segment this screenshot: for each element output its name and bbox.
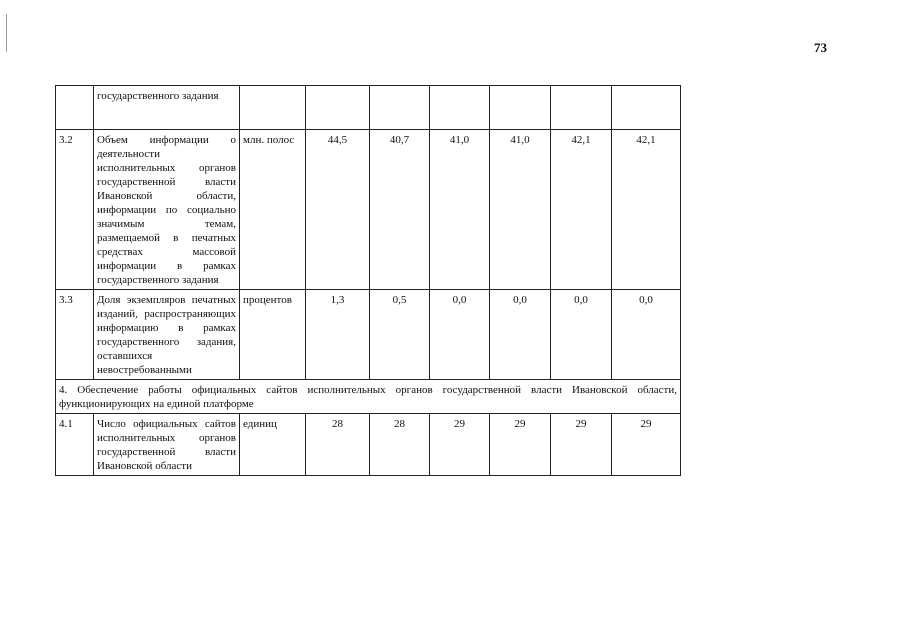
row-number: 4.1 xyxy=(56,414,94,476)
value-cell: 41,0 xyxy=(490,130,551,290)
value-cell: 40,7 xyxy=(370,130,430,290)
value-cell: 29 xyxy=(612,414,681,476)
table-row xyxy=(56,290,681,380)
indicator-name: государственного задания xyxy=(94,86,240,130)
page-number: 73 xyxy=(814,40,827,55)
value-cell xyxy=(430,86,490,130)
value-cell xyxy=(551,86,612,130)
value-cell xyxy=(612,86,681,130)
value-cell xyxy=(490,86,551,130)
value-cell: 28 xyxy=(306,414,370,476)
row-number: 3.3 xyxy=(56,290,94,380)
value-cell: 41,0 xyxy=(430,130,490,290)
value-cell xyxy=(306,86,370,130)
value-cell: 44,5 xyxy=(306,130,370,290)
value-cell: 29 xyxy=(430,414,490,476)
section-row xyxy=(56,380,681,414)
table-row xyxy=(56,86,681,130)
unit-cell xyxy=(240,86,306,130)
value-cell: 42,1 xyxy=(551,130,612,290)
value-cell: 29 xyxy=(490,414,551,476)
value-cell: 0,0 xyxy=(490,290,551,380)
value-cell: 1,3 xyxy=(306,290,370,380)
section-heading: 4. Обеспечение работы официальных сайтов исполнительных органов государственной власти Ивановской области, функционирующих на единой платформе xyxy=(56,380,681,414)
value-cell: 0,5 xyxy=(370,290,430,380)
value-cell: 29 xyxy=(551,414,612,476)
value-cell xyxy=(370,86,430,130)
indicator-name: Доля экземпляров печатных изданий, распространяющих информацию в рамках государственного задания, оставшихся невостребованными xyxy=(94,290,240,380)
scan-edge-mark xyxy=(6,14,7,52)
unit-cell: млн. полос xyxy=(240,130,306,290)
value-cell: 0,0 xyxy=(612,290,681,380)
table-row xyxy=(56,414,681,476)
indicator-name: Число официальных сайтов исполнительных органов государственной власти Ивановской области xyxy=(94,414,240,476)
unit-cell: процентов xyxy=(240,290,306,380)
row-number: 3.2 xyxy=(56,130,94,290)
row-number xyxy=(56,86,94,130)
value-cell: 0,0 xyxy=(430,290,490,380)
indicators-table xyxy=(55,85,681,476)
indicator-name: Объем информации о деятельности исполнительных органов государственной власти Ивановской области, информации по социально значимым темам, размещаемой в печатных средствах массовой информации в рамках государственного задания xyxy=(94,130,240,290)
value-cell: 0,0 xyxy=(551,290,612,380)
unit-cell: единиц xyxy=(240,414,306,476)
value-cell: 28 xyxy=(370,414,430,476)
table-row xyxy=(56,130,681,290)
value-cell: 42,1 xyxy=(612,130,681,290)
